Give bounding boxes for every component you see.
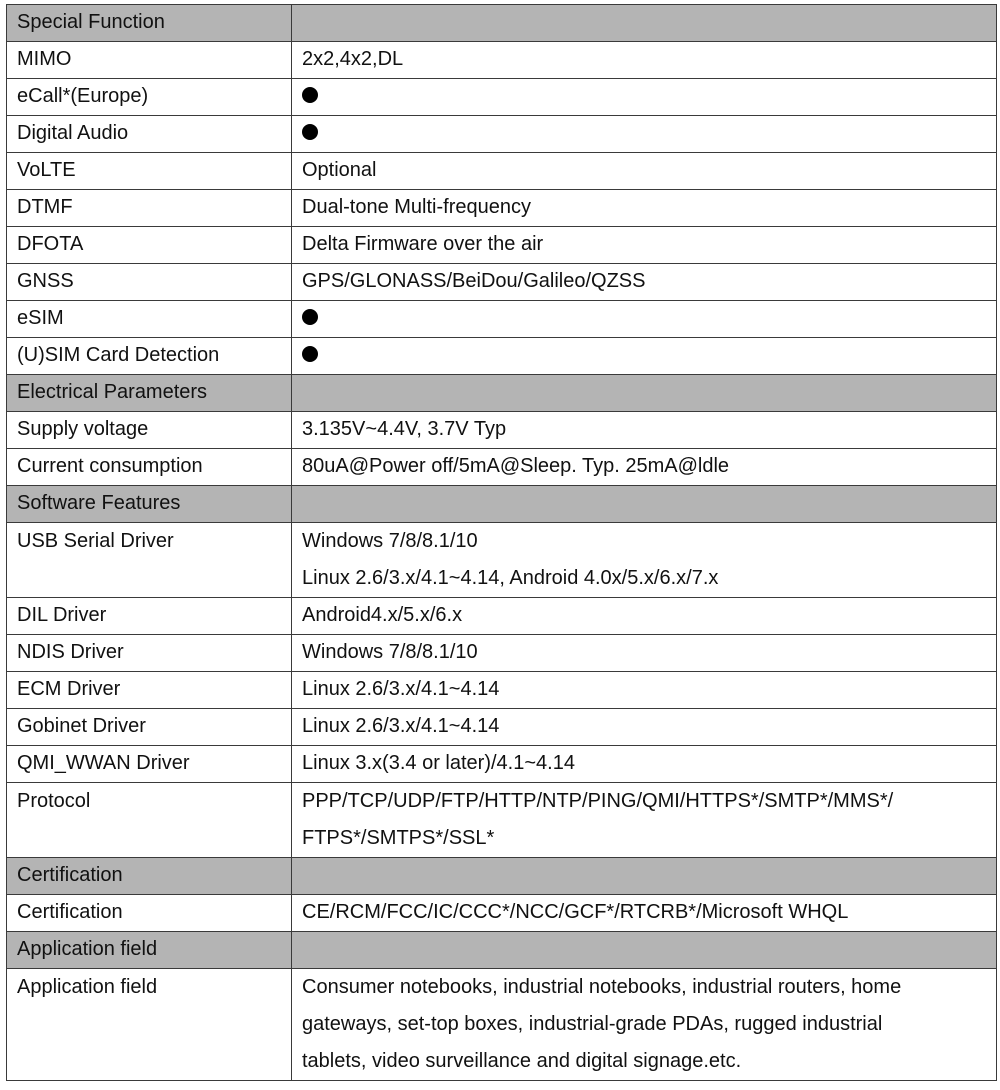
- spec-row: [7, 338, 997, 375]
- section-title: Software Features: [7, 486, 292, 523]
- spec-value-line: Android4.x/5.x/6.x: [302, 604, 463, 626]
- supported-dot-icon: [302, 309, 318, 325]
- spec-value-line: 3.135V~4.4V, 3.7V Typ: [302, 418, 507, 440]
- spec-value-line: Windows 7/8/8.1/10: [302, 641, 478, 663]
- section-empty-cell: [292, 858, 997, 895]
- spec-value-line: tablets, video surveillance and digital signage.etc.: [302, 1050, 742, 1072]
- spec-value-line: Optional: [302, 159, 377, 181]
- spec-label: (U)SIM Card Detection: [7, 338, 292, 375]
- spec-value: [292, 449, 997, 486]
- spec-value: [292, 79, 997, 116]
- spec-value: [292, 523, 997, 598]
- spec-label: Gobinet Driver: [7, 709, 292, 746]
- spec-row: [7, 79, 997, 116]
- spec-label: QMI_WWAN Driver: [7, 746, 292, 783]
- spec-value: [292, 598, 997, 635]
- section-empty-cell: [292, 375, 997, 412]
- spec-label: Application field: [7, 969, 292, 1081]
- spec-row: [7, 116, 997, 153]
- spec-row: [7, 746, 997, 783]
- spec-row: [7, 969, 997, 1081]
- spec-label: eSIM: [7, 301, 292, 338]
- spec-value: [292, 264, 997, 301]
- spec-value-line: GPS/GLONASS/BeiDou/Galileo/QZSS: [302, 270, 646, 292]
- spec-row: [7, 42, 997, 79]
- section-header-row: [7, 486, 997, 523]
- spec-label: Digital Audio: [7, 116, 292, 153]
- spec-row: [7, 783, 997, 858]
- spec-row: [7, 190, 997, 227]
- spec-value: [292, 227, 997, 264]
- spec-label: Current consumption: [7, 449, 292, 486]
- spec-value-line: FTPS*/SMTPS*/SSL*: [302, 827, 495, 849]
- spec-value-line: 2x2,4x2,DL: [302, 48, 404, 70]
- spec-row: [7, 301, 997, 338]
- section-title: Certification: [7, 858, 292, 895]
- spec-value: [292, 190, 997, 227]
- spec-value-line: Linux 2.6/3.x/4.1~4.14: [302, 715, 500, 737]
- spec-row: [7, 635, 997, 672]
- section-title: Application field: [7, 932, 292, 969]
- spec-value-line: Linux 2.6/3.x/4.1~4.14, Android 4.0x/5.x/6.x/7.x: [302, 567, 719, 589]
- section-header-row: [7, 5, 997, 42]
- spec-value: [292, 709, 997, 746]
- spec-row: [7, 598, 997, 635]
- section-header-row: [7, 375, 997, 412]
- spec-label: eCall*(Europe): [7, 79, 292, 116]
- spec-label: DIL Driver: [7, 598, 292, 635]
- spec-value-line: Consumer notebooks, industrial notebooks, industrial routers, home: [302, 976, 902, 998]
- spec-row: [7, 523, 997, 598]
- spec-label: NDIS Driver: [7, 635, 292, 672]
- spec-value: [292, 412, 997, 449]
- spec-label: Supply voltage: [7, 412, 292, 449]
- spec-value-line: CE/RCM/FCC/IC/CCC*/NCC/GCF*/RTCRB*/Microsoft WHQL: [302, 901, 849, 923]
- spec-table: [6, 4, 997, 1081]
- spec-row: [7, 412, 997, 449]
- supported-dot-icon: [302, 346, 318, 362]
- section-empty-cell: [292, 932, 997, 969]
- spec-row: [7, 264, 997, 301]
- spec-row: [7, 672, 997, 709]
- spec-value: [292, 116, 997, 153]
- spec-row: [7, 227, 997, 264]
- section-title: Special Function: [7, 5, 292, 42]
- spec-value: [292, 301, 997, 338]
- section-header-row: [7, 858, 997, 895]
- spec-value: [292, 783, 997, 858]
- spec-value-line: PPP/TCP/UDP/FTP/HTTP/NTP/PING/QMI/HTTPS*/SMTP*/MMS*/: [302, 790, 894, 812]
- spec-row: [7, 895, 997, 932]
- spec-label: ECM Driver: [7, 672, 292, 709]
- spec-value: [292, 895, 997, 932]
- spec-label: Protocol: [7, 783, 292, 858]
- spec-label: USB Serial Driver: [7, 523, 292, 598]
- spec-value-line: Delta Firmware over the air: [302, 233, 544, 255]
- spec-label: DTMF: [7, 190, 292, 227]
- spec-table-body: [7, 5, 997, 1081]
- spec-value-line: Dual-tone Multi-frequency: [302, 196, 531, 218]
- spec-label: Certification: [7, 895, 292, 932]
- spec-label: MIMO: [7, 42, 292, 79]
- section-header-row: [7, 932, 997, 969]
- spec-value: [292, 42, 997, 79]
- spec-value: [292, 338, 997, 375]
- spec-value: [292, 969, 997, 1081]
- spec-label: DFOTA: [7, 227, 292, 264]
- supported-dot-icon: [302, 87, 318, 103]
- spec-value: [292, 746, 997, 783]
- section-empty-cell: [292, 5, 997, 42]
- spec-row: [7, 709, 997, 746]
- supported-dot-icon: [302, 124, 318, 140]
- spec-value: [292, 635, 997, 672]
- section-empty-cell: [292, 486, 997, 523]
- spec-label: GNSS: [7, 264, 292, 301]
- section-title: Electrical Parameters: [7, 375, 292, 412]
- spec-value-line: Windows 7/8/8.1/10: [302, 530, 478, 552]
- spec-label: VoLTE: [7, 153, 292, 190]
- spec-value-line: 80uA@Power off/5mA@Sleep. Typ. 25mA@ldle: [302, 455, 730, 477]
- spec-value-line: Linux 3.x(3.4 or later)/4.1~4.14: [302, 752, 575, 774]
- spec-value-line: gateways, set-top boxes, industrial-grade PDAs, rugged industrial: [302, 1013, 883, 1035]
- spec-row: [7, 153, 997, 190]
- spec-value-line: Linux 2.6/3.x/4.1~4.14: [302, 678, 500, 700]
- spec-row: [7, 449, 997, 486]
- spec-value: [292, 672, 997, 709]
- spec-value: [292, 153, 997, 190]
